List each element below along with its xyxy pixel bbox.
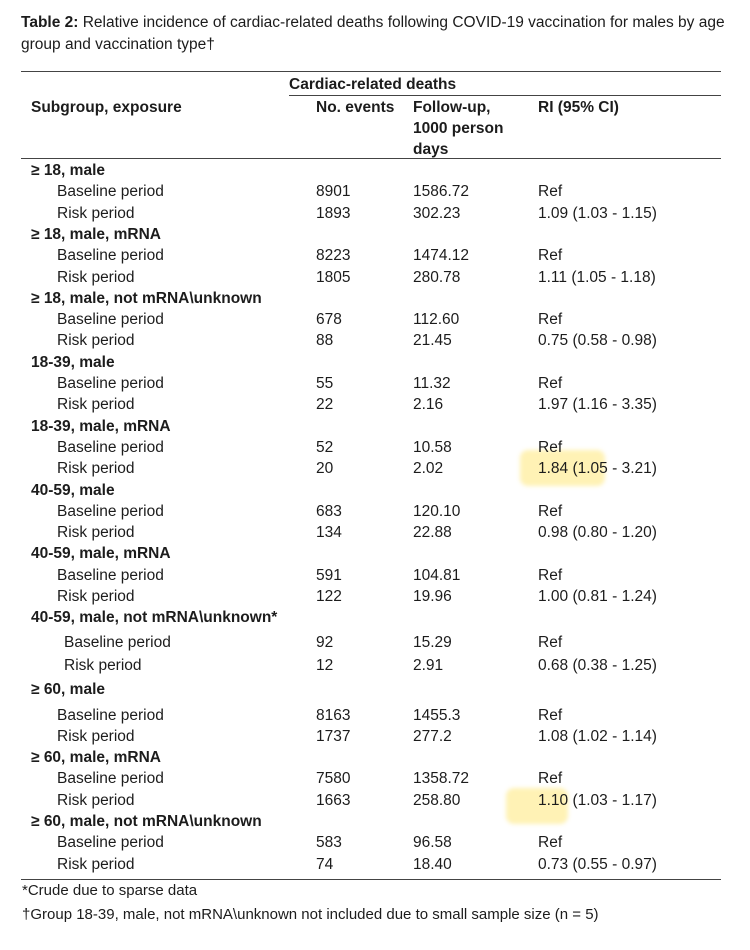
top-rule	[21, 71, 721, 72]
exposure-label: Baseline period	[57, 311, 164, 329]
group-label: ≥ 60, male, mRNA	[31, 749, 161, 767]
table-row	[0, 522, 750, 543]
table-row	[0, 394, 750, 415]
group-row	[0, 543, 750, 564]
events-cell: 134	[316, 524, 342, 542]
followup-cell: 21.45	[413, 332, 452, 350]
group-label: 18-39, male, mRNA	[31, 417, 171, 435]
ri-cell: Ref	[538, 183, 563, 201]
followup-cell: 11.32	[413, 375, 451, 392]
ri-cell: Ref	[538, 311, 563, 329]
followup-cell: 10.58	[413, 438, 452, 456]
exposure-label: Risk period	[64, 656, 142, 674]
bottom-rule	[21, 879, 721, 880]
followup-cell: 1455.3	[413, 706, 461, 724]
group-label: 18-39, male	[31, 353, 115, 371]
group-label: ≥ 18, male, mRNA	[31, 225, 161, 243]
events-cell: 20	[316, 460, 334, 478]
group-rule	[289, 95, 721, 96]
group-label: 40-59, male, not mRNA\unknown*	[31, 609, 278, 627]
ri-cell: Ref	[538, 770, 563, 788]
table-row	[0, 768, 750, 789]
table-row	[0, 832, 750, 853]
events-cell: 8223	[316, 247, 351, 265]
ri-cell: Ref	[538, 502, 563, 520]
ri-cell: Ref	[538, 834, 563, 852]
exposure-label: Risk period	[57, 588, 135, 605]
events-header: No. events	[316, 99, 395, 116]
events-cell: 12	[316, 656, 334, 674]
exposure-label: Risk period	[57, 727, 135, 745]
table-row	[0, 373, 750, 394]
ri-header: RI (95% CI)	[538, 99, 619, 116]
group-row	[0, 224, 750, 245]
followup-cell: 302.23	[413, 204, 461, 222]
exposure-label: Baseline period	[64, 633, 171, 651]
exposure-label: Baseline period	[57, 438, 164, 456]
events-cell: 8901	[316, 183, 351, 201]
group-row	[0, 160, 750, 181]
ri-cell: 0.75 (0.58 - 0.98)	[538, 332, 657, 350]
table-row	[0, 309, 750, 330]
followup-header: Follow-up, 1000 person days	[413, 99, 504, 158]
table-row	[0, 790, 750, 811]
events-cell: 8163	[316, 706, 351, 724]
exposure-label: Baseline period	[57, 834, 164, 852]
table-row	[0, 726, 750, 747]
events-cell: 92	[316, 633, 334, 651]
ri-cell: 1.97 (1.16 - 3.35)	[538, 396, 657, 414]
events-cell: 1805	[316, 268, 351, 286]
events-cell: 52	[316, 438, 334, 456]
group-label: ≥ 18, male, not mRNA\unknown	[31, 289, 262, 307]
group-label: ≥ 18, male	[31, 162, 105, 179]
table-row	[0, 586, 750, 607]
events-cell: 678	[316, 311, 342, 329]
exposure-label: Baseline period	[57, 375, 164, 392]
events-cell: 1737	[316, 727, 351, 745]
ri-cell: 1.08 (1.02 - 1.14)	[538, 727, 657, 745]
followup-cell: 277.2	[413, 727, 452, 745]
ri-cell: 1.09 (1.03 - 1.15)	[538, 204, 657, 222]
followup-cell: 2.02	[413, 460, 444, 478]
events-cell: 7580	[316, 770, 351, 788]
followup-cell: 1586.72	[413, 183, 470, 201]
events-cell: 583	[316, 834, 342, 852]
events-cell: 1663	[316, 791, 351, 809]
events-cell: 591	[316, 566, 342, 584]
ri-cell: Ref	[538, 633, 563, 651]
events-cell: 122	[316, 588, 342, 605]
exposure-label: Risk period	[57, 204, 135, 222]
followup-cell: 15.29	[413, 633, 452, 651]
exposure-label: Risk period	[57, 332, 135, 350]
exposure-label: Baseline period	[57, 502, 164, 520]
table-row	[0, 330, 750, 351]
events-cell: 683	[316, 502, 342, 520]
ri-cell: Ref	[538, 247, 563, 265]
events-cell: 55	[316, 375, 334, 392]
group-label: ≥ 60, male, not mRNA\unknown	[31, 813, 262, 830]
followup-cell: 22.88	[413, 524, 452, 542]
followup-cell: 1358.72	[413, 770, 470, 788]
ri-cell: Ref	[538, 375, 563, 392]
ri-cell: 1.84 (1.05 - 3.21)	[538, 460, 657, 478]
footnote: *Crude due to sparse data	[22, 882, 198, 899]
exposure-label: Risk period	[57, 791, 135, 809]
exposure-label: Baseline period	[57, 770, 164, 788]
events-cell: 1893	[316, 204, 351, 222]
table-row	[0, 203, 750, 224]
followup-cell: 104.81	[413, 566, 461, 584]
group-row	[0, 480, 750, 501]
table-label: Table 2:	[21, 14, 79, 31]
followup-cell: 19.96	[413, 588, 452, 605]
group-row	[0, 416, 750, 437]
ri-cell: 1.10 (1.03 - 1.17)	[538, 791, 657, 809]
header-rule	[21, 158, 721, 159]
followup-cell: 96.58	[413, 834, 452, 852]
table-row	[0, 437, 750, 458]
followup-cell: 258.80	[413, 791, 461, 809]
group-row	[0, 288, 750, 309]
events-cell: 22	[316, 396, 334, 414]
exposure-label: Baseline period	[57, 247, 164, 265]
followup-cell: 2.91	[413, 656, 444, 674]
exposure-label: Risk period	[57, 855, 135, 873]
followup-cell: 18.40	[413, 855, 452, 873]
subgroup-header: Subgroup, exposure	[31, 99, 182, 116]
table-row	[0, 458, 750, 479]
column-group-header: Cardiac-related deaths	[289, 76, 457, 93]
ri-cell: Ref	[538, 566, 563, 584]
ri-cell: Ref	[538, 438, 563, 456]
exposure-label: Baseline period	[57, 706, 164, 724]
followup-cell: 280.78	[413, 268, 461, 286]
followup-cell: 112.60	[413, 311, 460, 329]
ri-cell: 1.00 (0.81 - 1.24)	[538, 588, 657, 605]
table-row	[0, 565, 750, 586]
table-row	[0, 632, 750, 653]
group-row	[0, 811, 750, 832]
footnote: †Group 18-39, male, not mRNA\unknown not included due to small sample size (n = 5)	[22, 906, 599, 923]
ri-cell: 0.73 (0.55 - 0.97)	[538, 855, 657, 873]
exposure-label: Risk period	[57, 268, 135, 286]
exposure-label: Risk period	[57, 524, 135, 542]
table-title: Relative incidence of cardiac-related deaths following COVID-19 vaccination for males by age group and vaccination type†	[21, 14, 725, 53]
group-label: 40-59, male, mRNA	[31, 545, 171, 563]
group-row	[0, 679, 750, 700]
followup-cell: 120.10	[413, 502, 461, 520]
table-row	[0, 655, 750, 676]
ri-cell: 0.68 (0.38 - 1.25)	[538, 656, 657, 674]
table-row	[0, 501, 750, 522]
exposure-label: Risk period	[57, 396, 135, 414]
group-row	[0, 352, 750, 373]
exposure-label: Baseline period	[57, 183, 164, 201]
group-label: ≥ 60, male	[31, 681, 105, 699]
group-row	[0, 747, 750, 768]
table-row	[0, 245, 750, 266]
ri-cell: 1.11 (1.05 - 1.18)	[538, 268, 656, 286]
exposure-label: Risk period	[57, 460, 135, 478]
group-label: 40-59, male	[31, 481, 115, 499]
exposure-label: Baseline period	[57, 566, 164, 584]
followup-cell: 1474.12	[413, 247, 470, 265]
table-row	[0, 705, 750, 726]
followup-cell: 2.16	[413, 396, 444, 414]
events-cell: 74	[316, 855, 334, 873]
events-cell: 88	[316, 332, 334, 350]
table-row	[0, 854, 750, 875]
table-caption	[21, 12, 745, 56]
group-row	[0, 607, 750, 628]
table-row	[0, 181, 750, 202]
ri-cell: 0.98 (0.80 - 1.20)	[538, 524, 657, 542]
ri-cell: Ref	[538, 706, 563, 724]
table-row	[0, 267, 750, 288]
